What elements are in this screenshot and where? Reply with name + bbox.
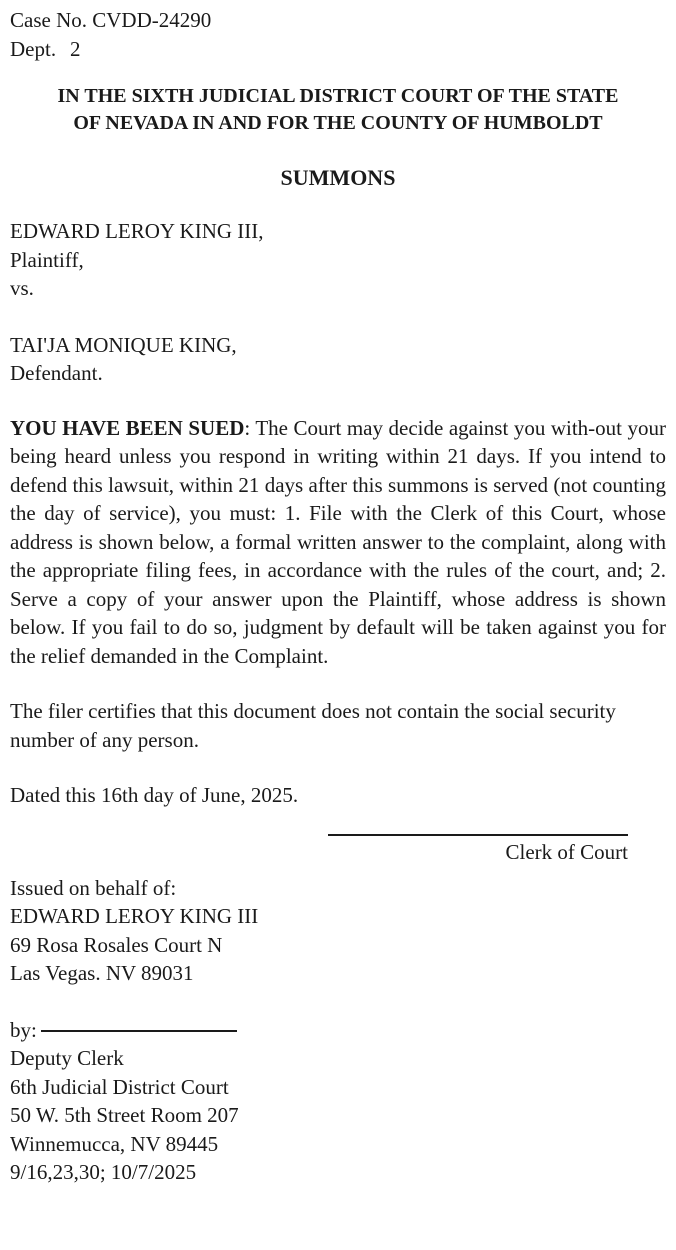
deputy-signature-line <box>41 1030 237 1032</box>
court-heading-line-1: IN THE SIXTH JUDICIAL DISTRICT COURT OF THE STATE <box>57 85 619 107</box>
deputy-city: Winnemucca, NV 89445 <box>10 1131 219 1156</box>
plaintiff-role: Plaintiff, <box>10 247 84 272</box>
issuer-city: Las Vegas. NV 89031 <box>10 961 194 985</box>
deputy-clerk-block <box>10 1016 666 1187</box>
clerk-signature-line <box>328 834 628 836</box>
department-label: Dept. <box>10 36 57 61</box>
deputy-title: Deputy Clerk <box>10 1046 124 1070</box>
plaintiff-name: EDWARD LEROY KING III, <box>10 219 264 243</box>
court-heading <box>10 83 666 137</box>
issued-on-behalf-block <box>10 874 666 988</box>
ssn-certification: The filer certifies that this document does not contain the social security number of any person. <box>10 699 616 752</box>
notice-lead: YOU HAVE BEEN SUED <box>10 415 245 440</box>
publication-dates: 9/16,23,30; 10/7/2025 <box>10 1160 197 1184</box>
by-signature-row <box>10 1016 666 1045</box>
clerk-of-court-label: Clerk of Court <box>505 839 628 864</box>
court-heading-line-2: OF NEVADA IN AND FOR THE COUNTY OF HUMBOLDT <box>73 112 603 134</box>
deputy-court: 6th Judicial District Court <box>10 1074 229 1099</box>
versus-label: vs. <box>10 276 34 300</box>
dated-line: Dated this 16th day of June, 2025. <box>10 783 299 807</box>
defendant-block <box>10 331 666 388</box>
by-label: by: <box>10 1017 37 1042</box>
case-info <box>10 6 666 63</box>
deputy-street: 50 W. 5th Street Room 207 <box>10 1103 239 1127</box>
department <box>10 35 666 64</box>
defendant-name: TAI'JA MONIQUE KING, <box>10 332 237 357</box>
parties-block <box>10 217 666 388</box>
department-value: 2 <box>70 36 81 61</box>
document-title: SUMMONS <box>280 165 396 190</box>
defendant-role: Defendant. <box>10 361 103 385</box>
issuer-name: EDWARD LEROY KING III <box>10 904 259 928</box>
issuer-street: 69 Rosa Rosales Court N <box>10 932 223 957</box>
notice-body: : The Court may decide against you with-out your being heard unless you respond in writing within 21 days. If you intend to defend this lawsuit, within 21 days after this summons is served (not counting the day of service), you must: 1. File with the Clerk of this Court, whose address is shown below, a formal written answer to the complaint, along with the appropriate filing fees, in accordance with the rules of the court, and; 2. Serve a copy of your answer upon the Plaintiff, whose address is shown below. If you fail to do so, judgment by default will be taken against you for the relief demanded in the Complaint. <box>10 415 666 668</box>
summons-notice <box>10 414 666 671</box>
case-number: Case No. CVDD-24290 <box>10 8 212 32</box>
issued-heading: Issued on behalf of: <box>10 875 177 900</box>
clerk-signature-area <box>10 816 666 874</box>
